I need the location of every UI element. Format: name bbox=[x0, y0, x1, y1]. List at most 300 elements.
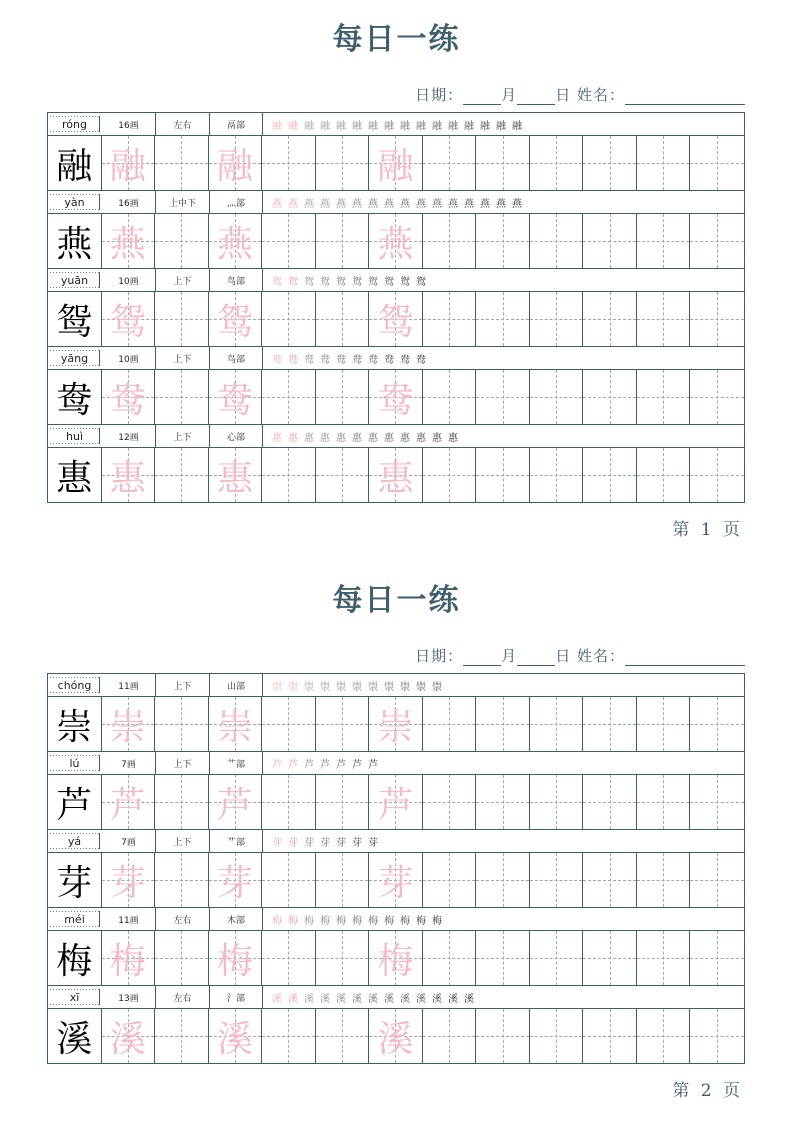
radical: 氵部 bbox=[210, 986, 263, 1008]
stroke-step: 惠 bbox=[368, 432, 378, 444]
stroke-step: 燕 bbox=[272, 198, 282, 210]
structure: 上下 bbox=[156, 425, 210, 447]
character-row bbox=[48, 191, 744, 269]
character-row bbox=[48, 269, 744, 347]
stroke-step: 芽 bbox=[288, 837, 298, 849]
trace-character: 燕 bbox=[109, 223, 146, 265]
model-character: 芽 bbox=[56, 862, 93, 904]
writing-cell[interactable] bbox=[423, 214, 477, 268]
writing-cell[interactable] bbox=[690, 448, 744, 502]
pinyin: méi bbox=[50, 911, 100, 927]
model-character-cell bbox=[48, 697, 102, 751]
writing-cell[interactable] bbox=[476, 931, 530, 985]
writing-cell[interactable] bbox=[476, 697, 530, 751]
writing-cell[interactable] bbox=[476, 853, 530, 907]
trace-character: 融 bbox=[216, 145, 253, 187]
model-character-cell bbox=[48, 214, 102, 268]
stroke-step: 梅 bbox=[432, 915, 442, 927]
stroke-step: 融 bbox=[416, 120, 426, 132]
writing-cell[interactable] bbox=[530, 370, 584, 424]
character-info-row bbox=[48, 269, 744, 292]
trace-character: 芽 bbox=[216, 862, 253, 904]
stroke-step: 燕 bbox=[368, 198, 378, 210]
model-character-cell bbox=[48, 448, 102, 502]
stroke-step: 崇 bbox=[400, 681, 410, 693]
day-label: 日 bbox=[555, 647, 572, 665]
practice-grid bbox=[47, 112, 745, 503]
stroke-step: 融 bbox=[352, 120, 362, 132]
writing-cell[interactable] bbox=[262, 931, 316, 985]
page-title: 每日一练 bbox=[332, 22, 461, 57]
stroke-step: 燕 bbox=[432, 198, 442, 210]
writing-cell[interactable] bbox=[530, 775, 584, 829]
writing-cell[interactable] bbox=[583, 775, 637, 829]
stroke-step: 梅 bbox=[384, 915, 394, 927]
writing-cell[interactable] bbox=[637, 1009, 691, 1063]
writing-cell[interactable] bbox=[262, 136, 316, 190]
trace-character: 惠 bbox=[216, 457, 253, 499]
writing-cell[interactable] bbox=[690, 931, 744, 985]
writing-cell[interactable] bbox=[637, 136, 691, 190]
writing-cell[interactable] bbox=[316, 136, 370, 190]
stroke-step: 芽 bbox=[272, 837, 282, 849]
stroke-step: 崇 bbox=[288, 681, 298, 693]
name-blank bbox=[625, 651, 745, 666]
stroke-step: 惠 bbox=[432, 432, 442, 444]
model-character-cell bbox=[48, 292, 102, 346]
stroke-step: 鸳 bbox=[272, 276, 282, 288]
writing-cell bbox=[102, 292, 156, 346]
character-info-row bbox=[48, 986, 744, 1009]
writing-cell[interactable] bbox=[476, 370, 530, 424]
stroke-count: 7画 bbox=[102, 752, 156, 774]
character-info-row bbox=[48, 752, 744, 775]
stroke-order bbox=[263, 347, 744, 369]
model-character: 鸳 bbox=[56, 301, 93, 343]
writing-cell[interactable] bbox=[530, 697, 584, 751]
radical: 鸟部 bbox=[210, 347, 263, 369]
stroke-step: 融 bbox=[384, 120, 394, 132]
trace-character: 燕 bbox=[377, 223, 414, 265]
writing-cell bbox=[102, 1009, 156, 1063]
writing-cell[interactable] bbox=[316, 775, 370, 829]
writing-cell[interactable] bbox=[637, 697, 691, 751]
writing-cell[interactable] bbox=[690, 853, 744, 907]
stroke-count: 12画 bbox=[102, 425, 156, 447]
writing-cell[interactable] bbox=[476, 292, 530, 346]
writing-cell[interactable] bbox=[316, 214, 370, 268]
writing-cell bbox=[369, 1009, 423, 1063]
page-title: 每日一练 bbox=[332, 583, 461, 618]
stroke-step: 崇 bbox=[304, 681, 314, 693]
character-row bbox=[48, 908, 744, 986]
stroke-count: 10画 bbox=[102, 347, 156, 369]
structure: 左右 bbox=[156, 908, 210, 930]
character-info-row bbox=[48, 908, 744, 931]
day-blank bbox=[517, 651, 555, 666]
writing-cell[interactable] bbox=[637, 292, 691, 346]
writing-cell[interactable] bbox=[316, 448, 370, 502]
writing-cell[interactable] bbox=[262, 1009, 316, 1063]
model-character-cell bbox=[48, 853, 102, 907]
trace-character: 鸯 bbox=[216, 379, 253, 421]
writing-cell[interactable] bbox=[690, 1009, 744, 1063]
stroke-step: 鸳 bbox=[336, 276, 346, 288]
writing-cell[interactable] bbox=[423, 853, 477, 907]
stroke-step: 燕 bbox=[400, 198, 410, 210]
stroke-count: 11画 bbox=[102, 674, 156, 696]
stroke-step: 惠 bbox=[384, 432, 394, 444]
writing-cells bbox=[48, 931, 744, 986]
writing-cell[interactable] bbox=[476, 448, 530, 502]
trace-character: 惠 bbox=[377, 457, 414, 499]
writing-cell[interactable] bbox=[530, 292, 584, 346]
stroke-step: 惠 bbox=[400, 432, 410, 444]
stroke-step: 融 bbox=[512, 120, 522, 132]
stroke-step: 融 bbox=[368, 120, 378, 132]
writing-cell[interactable] bbox=[690, 370, 744, 424]
writing-cell[interactable] bbox=[423, 370, 477, 424]
stroke-step: 惠 bbox=[288, 432, 298, 444]
writing-cell bbox=[102, 853, 156, 907]
writing-cell bbox=[369, 697, 423, 751]
writing-cell[interactable] bbox=[583, 1009, 637, 1063]
writing-cell[interactable] bbox=[423, 1009, 477, 1063]
writing-cell[interactable] bbox=[316, 853, 370, 907]
writing-cell[interactable] bbox=[316, 697, 370, 751]
structure: 上下 bbox=[156, 347, 210, 369]
pinyin: huì bbox=[50, 428, 100, 444]
structure: 上中下 bbox=[156, 191, 210, 213]
stroke-step: 溪 bbox=[304, 993, 314, 1005]
stroke-step: 崇 bbox=[416, 681, 426, 693]
stroke-step: 芦 bbox=[368, 759, 378, 771]
stroke-step: 惠 bbox=[352, 432, 362, 444]
model-character: 梅 bbox=[56, 940, 93, 982]
writing-cell[interactable] bbox=[155, 214, 209, 268]
writing-cell[interactable] bbox=[583, 370, 637, 424]
writing-cell bbox=[209, 697, 263, 751]
character-info-row bbox=[48, 191, 744, 214]
writing-cell[interactable] bbox=[316, 1009, 370, 1063]
stroke-step: 鸳 bbox=[304, 276, 314, 288]
stroke-step: 惠 bbox=[304, 432, 314, 444]
writing-cell[interactable] bbox=[530, 136, 584, 190]
day-label: 日 bbox=[555, 86, 572, 104]
model-character-cell bbox=[48, 136, 102, 190]
writing-cell[interactable] bbox=[583, 292, 637, 346]
writing-cell[interactable] bbox=[690, 292, 744, 346]
stroke-order bbox=[263, 674, 744, 696]
character-info-row bbox=[48, 830, 744, 853]
writing-cell[interactable] bbox=[476, 1009, 530, 1063]
trace-character: 燕 bbox=[216, 223, 253, 265]
radical: 心部 bbox=[210, 425, 263, 447]
writing-cell[interactable] bbox=[583, 214, 637, 268]
stroke-step: 梅 bbox=[288, 915, 298, 927]
stroke-step: 融 bbox=[400, 120, 410, 132]
stroke-step: 融 bbox=[320, 120, 330, 132]
stroke-step: 鸳 bbox=[384, 276, 394, 288]
writing-cell[interactable] bbox=[637, 775, 691, 829]
stroke-step: 鸯 bbox=[272, 354, 282, 366]
stroke-step: 鸯 bbox=[336, 354, 346, 366]
model-character-cell bbox=[48, 370, 102, 424]
writing-cell[interactable] bbox=[637, 370, 691, 424]
stroke-count: 7画 bbox=[102, 830, 156, 852]
writing-cell[interactable] bbox=[583, 697, 637, 751]
writing-cell[interactable] bbox=[583, 136, 637, 190]
writing-cell bbox=[102, 931, 156, 985]
writing-cell[interactable] bbox=[155, 370, 209, 424]
character-row bbox=[48, 113, 744, 191]
writing-cell[interactable] bbox=[690, 136, 744, 190]
trace-character: 鸯 bbox=[377, 379, 414, 421]
structure: 上下 bbox=[156, 830, 210, 852]
trace-character: 融 bbox=[109, 145, 146, 187]
stroke-step: 燕 bbox=[336, 198, 346, 210]
writing-cell[interactable] bbox=[155, 136, 209, 190]
trace-character: 梅 bbox=[377, 940, 414, 982]
writing-cells bbox=[48, 697, 744, 752]
writing-cell[interactable] bbox=[637, 853, 691, 907]
stroke-step: 溪 bbox=[384, 993, 394, 1005]
stroke-step: 芦 bbox=[352, 759, 362, 771]
writing-cell[interactable] bbox=[262, 775, 316, 829]
stroke-step: 惠 bbox=[448, 432, 458, 444]
character-info-row bbox=[48, 425, 744, 448]
day-blank bbox=[517, 90, 555, 105]
trace-character: 芦 bbox=[109, 784, 146, 826]
writing-cell[interactable] bbox=[690, 775, 744, 829]
trace-character: 惠 bbox=[109, 457, 146, 499]
writing-cell[interactable] bbox=[530, 448, 584, 502]
stroke-step: 融 bbox=[288, 120, 298, 132]
writing-cell[interactable] bbox=[316, 931, 370, 985]
stroke-step: 鸳 bbox=[368, 276, 378, 288]
stroke-step: 融 bbox=[480, 120, 490, 132]
stroke-step: 溪 bbox=[400, 993, 410, 1005]
stroke-step: 芽 bbox=[336, 837, 346, 849]
writing-cell[interactable] bbox=[423, 931, 477, 985]
trace-character: 崇 bbox=[216, 706, 253, 748]
writing-cell bbox=[209, 292, 263, 346]
stroke-order bbox=[263, 752, 744, 774]
writing-cells bbox=[48, 136, 744, 191]
writing-cell[interactable] bbox=[583, 931, 637, 985]
character-row bbox=[48, 986, 744, 1063]
stroke-step: 燕 bbox=[320, 198, 330, 210]
stroke-step: 鸯 bbox=[384, 354, 394, 366]
stroke-step: 芦 bbox=[272, 759, 282, 771]
stroke-step: 融 bbox=[464, 120, 474, 132]
month-label: 月 bbox=[501, 86, 518, 104]
writing-cell[interactable] bbox=[155, 292, 209, 346]
writing-cell[interactable] bbox=[262, 370, 316, 424]
stroke-step: 燕 bbox=[352, 198, 362, 210]
trace-character: 芦 bbox=[377, 784, 414, 826]
writing-cell bbox=[209, 1009, 263, 1063]
stroke-step: 鸯 bbox=[416, 354, 426, 366]
writing-cells bbox=[48, 448, 744, 502]
writing-cells bbox=[48, 370, 744, 425]
radical: 艹部 bbox=[210, 830, 263, 852]
stroke-order bbox=[263, 986, 744, 1008]
writing-cell bbox=[369, 448, 423, 502]
date-name-line bbox=[415, 84, 745, 105]
writing-cell[interactable] bbox=[637, 214, 691, 268]
trace-character: 鸳 bbox=[377, 301, 414, 343]
stroke-step: 溪 bbox=[288, 993, 298, 1005]
writing-cells bbox=[48, 853, 744, 908]
stroke-step: 芦 bbox=[304, 759, 314, 771]
pinyin: chóng bbox=[50, 677, 100, 693]
trace-character: 鸳 bbox=[109, 301, 146, 343]
writing-cell[interactable] bbox=[155, 775, 209, 829]
writing-cell[interactable] bbox=[262, 853, 316, 907]
stroke-step: 鸳 bbox=[320, 276, 330, 288]
structure: 上下 bbox=[156, 269, 210, 291]
writing-cell[interactable] bbox=[262, 697, 316, 751]
stroke-step: 溪 bbox=[432, 993, 442, 1005]
trace-character: 芦 bbox=[216, 784, 253, 826]
character-info-row bbox=[48, 113, 744, 136]
writing-cell bbox=[369, 136, 423, 190]
writing-cell[interactable] bbox=[476, 136, 530, 190]
writing-cell bbox=[369, 931, 423, 985]
writing-cell bbox=[102, 370, 156, 424]
stroke-count: 16画 bbox=[102, 191, 156, 213]
pinyin: yá bbox=[50, 833, 100, 849]
pinyin: róng bbox=[50, 116, 100, 132]
writing-cell[interactable] bbox=[423, 448, 477, 502]
writing-cell[interactable] bbox=[690, 214, 744, 268]
writing-cell bbox=[209, 448, 263, 502]
writing-cell[interactable] bbox=[583, 853, 637, 907]
stroke-step: 梅 bbox=[400, 915, 410, 927]
stroke-step: 溪 bbox=[320, 993, 330, 1005]
writing-cell[interactable] bbox=[155, 1009, 209, 1063]
writing-cell[interactable] bbox=[637, 448, 691, 502]
writing-cell[interactable] bbox=[155, 697, 209, 751]
radical: 木部 bbox=[210, 908, 263, 930]
worksheet-page bbox=[0, 561, 793, 1122]
model-character-cell bbox=[48, 775, 102, 829]
model-character-cell bbox=[48, 931, 102, 985]
stroke-step: 崇 bbox=[320, 681, 330, 693]
stroke-step: 溪 bbox=[272, 993, 282, 1005]
stroke-order bbox=[263, 830, 744, 852]
page-number: 第 2 页 bbox=[672, 1081, 743, 1101]
stroke-order bbox=[263, 191, 744, 213]
month-label: 月 bbox=[501, 647, 518, 665]
writing-cell[interactable] bbox=[262, 292, 316, 346]
writing-cell[interactable] bbox=[262, 214, 316, 268]
stroke-step: 鸯 bbox=[400, 354, 410, 366]
stroke-count: 11画 bbox=[102, 908, 156, 930]
page-number: 第 1 页 bbox=[672, 520, 743, 540]
writing-cell[interactable] bbox=[476, 775, 530, 829]
stroke-step: 崇 bbox=[336, 681, 346, 693]
writing-cell[interactable] bbox=[155, 448, 209, 502]
model-character: 崇 bbox=[56, 706, 93, 748]
writing-cell[interactable] bbox=[423, 136, 477, 190]
stroke-step: 崇 bbox=[368, 681, 378, 693]
name-label: 姓名： bbox=[576, 86, 625, 104]
writing-cell[interactable] bbox=[155, 931, 209, 985]
trace-character: 芽 bbox=[109, 862, 146, 904]
trace-character: 鸯 bbox=[109, 379, 146, 421]
writing-cell[interactable] bbox=[530, 214, 584, 268]
trace-character: 融 bbox=[377, 145, 414, 187]
stroke-step: 惠 bbox=[416, 432, 426, 444]
model-character: 惠 bbox=[56, 457, 93, 499]
writing-cells bbox=[48, 775, 744, 830]
writing-cell[interactable] bbox=[637, 931, 691, 985]
stroke-step: 惠 bbox=[272, 432, 282, 444]
stroke-step: 芦 bbox=[336, 759, 346, 771]
stroke-step: 溪 bbox=[336, 993, 346, 1005]
stroke-step: 崇 bbox=[432, 681, 442, 693]
stroke-step: 融 bbox=[336, 120, 346, 132]
stroke-step: 燕 bbox=[416, 198, 426, 210]
writing-cell[interactable] bbox=[530, 853, 584, 907]
date-name-line bbox=[415, 645, 745, 666]
writing-cells bbox=[48, 214, 744, 269]
writing-cell[interactable] bbox=[530, 931, 584, 985]
writing-cell[interactable] bbox=[476, 214, 530, 268]
writing-cell[interactable] bbox=[690, 697, 744, 751]
writing-cell[interactable] bbox=[423, 697, 477, 751]
structure: 左右 bbox=[156, 986, 210, 1008]
date-label: 日期： bbox=[415, 647, 464, 665]
character-info-row bbox=[48, 347, 744, 370]
pinyin: yàn bbox=[50, 194, 100, 210]
trace-character: 梅 bbox=[216, 940, 253, 982]
stroke-step: 崇 bbox=[384, 681, 394, 693]
writing-cell bbox=[209, 370, 263, 424]
character-row bbox=[48, 347, 744, 425]
pinyin: lú bbox=[50, 755, 100, 771]
writing-cell bbox=[209, 214, 263, 268]
stroke-step: 梅 bbox=[304, 915, 314, 927]
stroke-order bbox=[263, 908, 744, 930]
character-row bbox=[48, 425, 744, 502]
stroke-order bbox=[263, 425, 744, 447]
stroke-step: 融 bbox=[272, 120, 282, 132]
stroke-count: 16画 bbox=[102, 113, 156, 135]
stroke-step: 鸳 bbox=[400, 276, 410, 288]
radical: 鸟部 bbox=[210, 269, 263, 291]
writing-cell bbox=[369, 292, 423, 346]
writing-cell[interactable] bbox=[423, 775, 477, 829]
pinyin: xī bbox=[50, 989, 100, 1005]
writing-cell[interactable] bbox=[262, 448, 316, 502]
writing-cell[interactable] bbox=[423, 292, 477, 346]
writing-cell[interactable] bbox=[155, 853, 209, 907]
writing-cell[interactable] bbox=[316, 370, 370, 424]
writing-cell[interactable] bbox=[530, 1009, 584, 1063]
stroke-step: 梅 bbox=[336, 915, 346, 927]
model-character-cell bbox=[48, 1009, 102, 1063]
stroke-count: 13画 bbox=[102, 986, 156, 1008]
writing-cell[interactable] bbox=[316, 292, 370, 346]
writing-cell[interactable] bbox=[583, 448, 637, 502]
stroke-step: 鸯 bbox=[352, 354, 362, 366]
pinyin: yuān bbox=[50, 272, 100, 288]
writing-cell bbox=[209, 931, 263, 985]
radical: 鬲部 bbox=[210, 113, 263, 135]
